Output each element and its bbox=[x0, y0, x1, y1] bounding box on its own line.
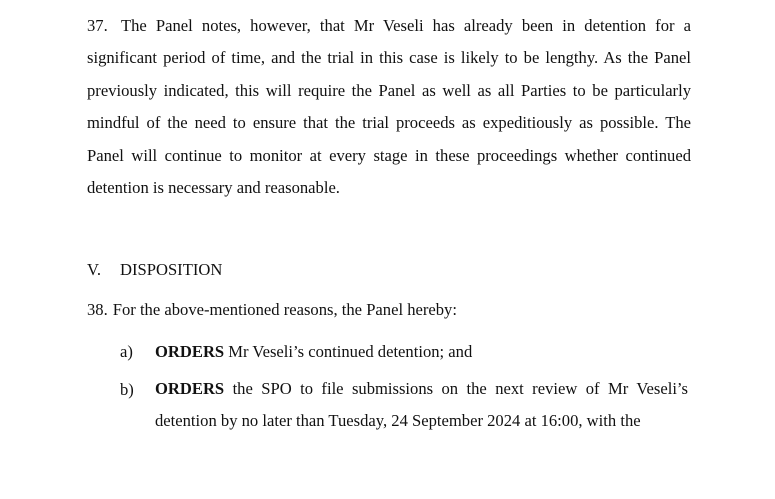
order-body: the SPO to file submissions on the next review of Mr Veseli’s detention by no later than Tuesday, 24 September 2024 at 16:00, with the bbox=[155, 379, 688, 431]
order-keyword: ORDERS bbox=[155, 379, 225, 398]
order-text bbox=[155, 373, 688, 438]
order-text bbox=[155, 336, 688, 368]
paragraph-number: 38. bbox=[87, 300, 108, 319]
section-number: V. bbox=[87, 260, 101, 279]
paragraph-number: 37. bbox=[87, 16, 108, 35]
section-heading bbox=[87, 256, 222, 284]
paragraph-38 bbox=[87, 296, 457, 324]
section-title: DISPOSITION bbox=[120, 260, 223, 279]
order-keyword: ORDERS bbox=[155, 342, 225, 361]
paragraph-text: The Panel notes, however, that Mr Veseli has already been in detention for a significant period of time, and the trial in this case is likely to be lengthy. As the Panel previously indicated, this will require the Panel as well as all Parties to be particularly mindful of the need to ensure that the trial proceeds as expeditiously as possible. The Panel will continue to monitor at every stage in these proceedings whether continued detention is necessary and reasonable. bbox=[87, 16, 691, 198]
order-body: Mr Veseli’s continued detention; and bbox=[224, 342, 473, 361]
paragraph-37 bbox=[87, 10, 691, 204]
paragraph-text: For the above-mentioned reasons, the Panel hereby: bbox=[112, 300, 457, 319]
list-marker: a) bbox=[120, 342, 133, 361]
list-marker: b) bbox=[120, 380, 134, 399]
